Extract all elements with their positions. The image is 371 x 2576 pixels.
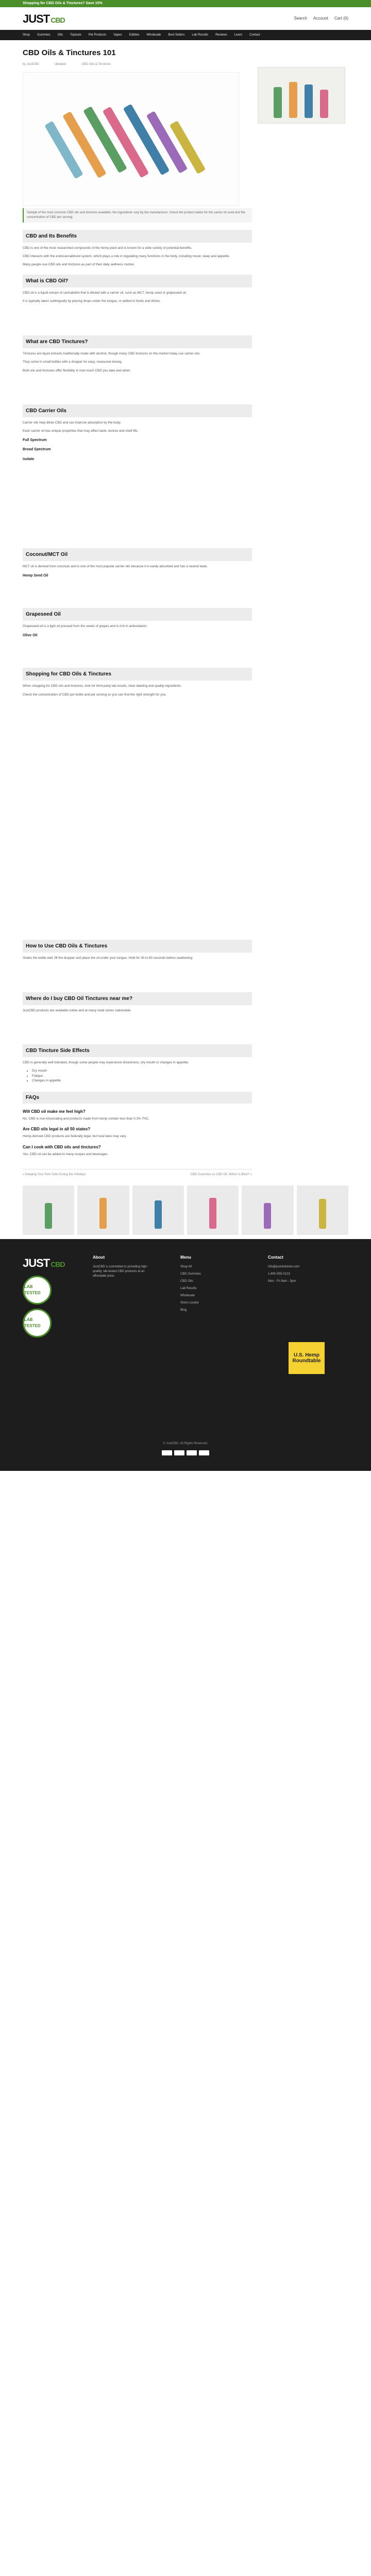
side-effects-list [32,1069,252,1083]
paragraph: It is typically taken sublingually by placing drops under the tongue, or added to foods and drinks. [23,299,161,303]
nav-item[interactable]: Pet Products [88,33,107,37]
faq-question: Will CBD oil make me feel high? [23,1109,86,1114]
footer-text: JustCBD is committed to providing high-quality, lab-tested CBD products at an affordable price. [93,1265,148,1278]
subheading: Isolate [23,457,35,461]
article [23,47,252,1177]
product-card[interactable] [297,1185,348,1235]
footer-bottom [0,1442,371,1455]
section-heading: CBD Carrier Oils [23,404,252,417]
site-footer [0,1239,371,1471]
footer-heading: Menu [180,1255,191,1260]
nav-item[interactable]: Contact [249,33,260,37]
subheading: Hemp Seed Oil [23,573,48,578]
promo-text: Shopping for CBD Oils & Tinctures? Save 15% [23,1,103,5]
product-card[interactable] [23,1185,74,1235]
product-strip [0,1181,371,1239]
footer-menu-link[interactable]: Wholesale [180,1294,195,1298]
faq-heading: FAQs [23,1092,252,1104]
list-item: • Changes in appetite [32,1078,252,1083]
account-link[interactable]: Account [313,16,328,21]
footer-contact-item: 1-800-555-0123 [268,1273,290,1276]
product-card[interactable] [132,1185,184,1235]
section-heading: CBD Tincture Side Effects [23,1044,252,1057]
lab-tested-badge: LAB TESTED [23,1276,52,1304]
footer-about [93,1255,155,1281]
meta-author: by JustCBD [23,62,39,66]
subheading: Broad Spectrum [23,448,51,452]
discover-icon [199,1450,209,1455]
paragraph: Carrier oils help dilute CBD and can improve absorption by the body. [23,421,121,425]
nav-item[interactable]: Learn [234,33,243,37]
product-card[interactable] [77,1185,129,1235]
nav-item[interactable]: Best Sellers [168,33,185,37]
footer-menu-link[interactable]: CBD Gummies [180,1273,201,1276]
nav-item[interactable]: Shop [23,33,30,37]
footer-heading: Contact [268,1255,283,1260]
footer-brand [23,1255,65,1342]
list-item: • Dry mouth [32,1069,252,1073]
nav-item[interactable]: Oils [57,33,63,37]
paragraph: Many people use CBD oils and tinctures as part of their daily wellness routine. [23,263,135,267]
lab-tested-badge: LAB TESTED [23,1309,52,1337]
copyright: © JustCBD. All Rights Reserved. [163,1442,208,1446]
faq-answer: No. CBD is non-intoxicating and products made from hemp contain less than 0.3% THC. [23,1116,149,1121]
faq-question: Are CBD oils legal in all 50 states? [23,1127,91,1132]
footer-menu [180,1255,201,1315]
footer-contact-item: Mon - Fri 9am - 5pm [268,1280,296,1283]
main-nav [0,30,371,40]
prev-post-link[interactable]: « Keeping Your Pets Safe During the Holidays [23,1173,86,1177]
footer-usbadge [289,1342,325,1374]
paragraph: CBD oil is a liquid extract of cannabidiol that is diluted with a carrier oil, such as MCT, hemp seed or grapeseed oil. [23,291,187,295]
paragraph: CBD interacts with the endocannabinoid system, which plays a role in regulating many functions in the body, including mood, sleep and appetite. [23,254,230,258]
footer-menu-link[interactable]: Lab Results [180,1287,197,1291]
nav-item[interactable]: Gummies [37,33,50,37]
amex-icon [187,1450,197,1455]
footer-logo[interactable]: JUST CBD [23,1257,65,1270]
paragraph: Shake the bottle well, fill the dropper and place the oil under your tongue. Hold for 30 to 60 seconds before swallowing. [23,956,193,960]
visa-icon [162,1450,172,1455]
section-heading: What is CBD Oil? [23,275,252,287]
meta-updated: Updated [54,62,66,66]
footer-heading: About [93,1255,105,1260]
search-link[interactable]: Search [294,16,307,21]
paragraph: Grapeseed oil is a light oil pressed from the seeds of grapes and is rich in antioxidants. [23,624,147,629]
meta-category[interactable]: CBD Oils & Tinctures [81,62,111,66]
footer-contact-item: info@justcbdstore.com [268,1265,300,1269]
footer-menu-link[interactable]: Blog [180,1309,187,1312]
page-title: CBD Oils & Tinctures 101 [23,48,116,57]
mastercard-icon [174,1450,184,1455]
faq-answer: Hemp-derived CBD products are federally legal, but local laws may vary. [23,1134,127,1139]
section-heading: Where do I buy CBD Oil Tinctures near me? [23,992,252,1005]
footer-menu-link[interactable]: Store Locator [180,1301,199,1305]
paragraph: JustCBD products are available online and at many retail stores nationwide. [23,1008,132,1012]
nav-item[interactable]: Reviews [215,33,227,37]
section-heading: Coconut/MCT Oil [23,548,252,561]
site-logo[interactable]: JUST CBD [23,12,65,25]
section-heading: CBD and Its Benefits [23,230,252,243]
promo-bar [0,0,371,7]
paragraph: Both oils and tinctures offer flexibility in how much CBD you take and when. [23,368,131,372]
paragraph: Each carrier oil has unique properties that may affect taste, texture and shelf life. [23,429,139,433]
paragraph: They come in small bottles with a dropper for easy, measured dosing. [23,360,123,364]
image-caption: Sample of the most common CBD oils and tinctures available; the ingredients vary by the manufacturer. Check the product labels for the carrier oil used and the concentration of CBD per serving. [23,208,252,223]
footer-menu-link[interactable]: Shop All [180,1265,192,1269]
section-heading: How to Use CBD Oils & Tinctures [23,940,252,953]
product-card[interactable] [242,1185,293,1235]
subheading: Olive Oil [23,633,38,637]
nav-item[interactable]: Vapes [113,33,122,37]
faq-answer: Yes, CBD oil can be added to many recipes and beverages. [23,1152,109,1156]
product-card[interactable] [187,1185,239,1235]
header-actions [294,15,348,22]
footer-contact [268,1255,299,1286]
cart-link[interactable]: Cart (0) [334,16,348,21]
hero-image [23,72,239,206]
paragraph: CBD is generally well tolerated, though some people may experience drowsiness, dry mouth or changes in appetite. [23,1061,189,1064]
faq-question: Can I cook with CBD oils and tinctures? [23,1144,101,1149]
site-header [0,7,371,30]
section-heading: Shopping for CBD Oils & Tinctures [23,668,252,681]
paragraph: Tinctures are liquid extracts traditionally made with alcohol, though many CBD tinctures on the market today use carrier oils. [23,351,200,355]
list-item: • Fatigue [32,1074,252,1078]
section-heading: Grapeseed Oil [23,608,252,621]
post-navigation [23,1169,252,1177]
next-post-link[interactable]: CBD Gummies vs CBD Oil: Which Is Best? » [190,1173,252,1177]
article-meta [23,62,252,67]
paragraph: CBD is one of the most researched compounds of the hemp plant and is known for a wide variety of potential benefits. [23,246,192,250]
payment-icons [0,1450,371,1455]
nav-item[interactable]: Topicals [70,33,81,37]
paragraph: Check the concentration of CBD per bottle and per serving so you can find the right strength for you. [23,692,166,697]
paragraph: When shopping for CBD oils and tinctures, look for third-party lab results, clear labeling and quality ingredients. [23,684,182,688]
paragraph: MCT oil is derived from coconuts and is one of the most popular carrier oils because it is easily absorbed and has a neutral taste. [23,565,208,569]
sidebar-product-image[interactable] [258,67,345,124]
nav-item[interactable]: Edibles [129,33,140,37]
nav-item[interactable]: Wholesale [146,33,161,37]
nav-item[interactable]: Lab Results [192,33,209,37]
footer-menu-link[interactable]: CBD Oils [180,1280,193,1283]
section-heading: What are CBD Tinctures? [23,335,252,348]
sidebar [258,67,345,124]
subheading: Full Spectrum [23,438,47,442]
us-hemp-badge: U.S. Hemp Roundtable [289,1342,325,1374]
